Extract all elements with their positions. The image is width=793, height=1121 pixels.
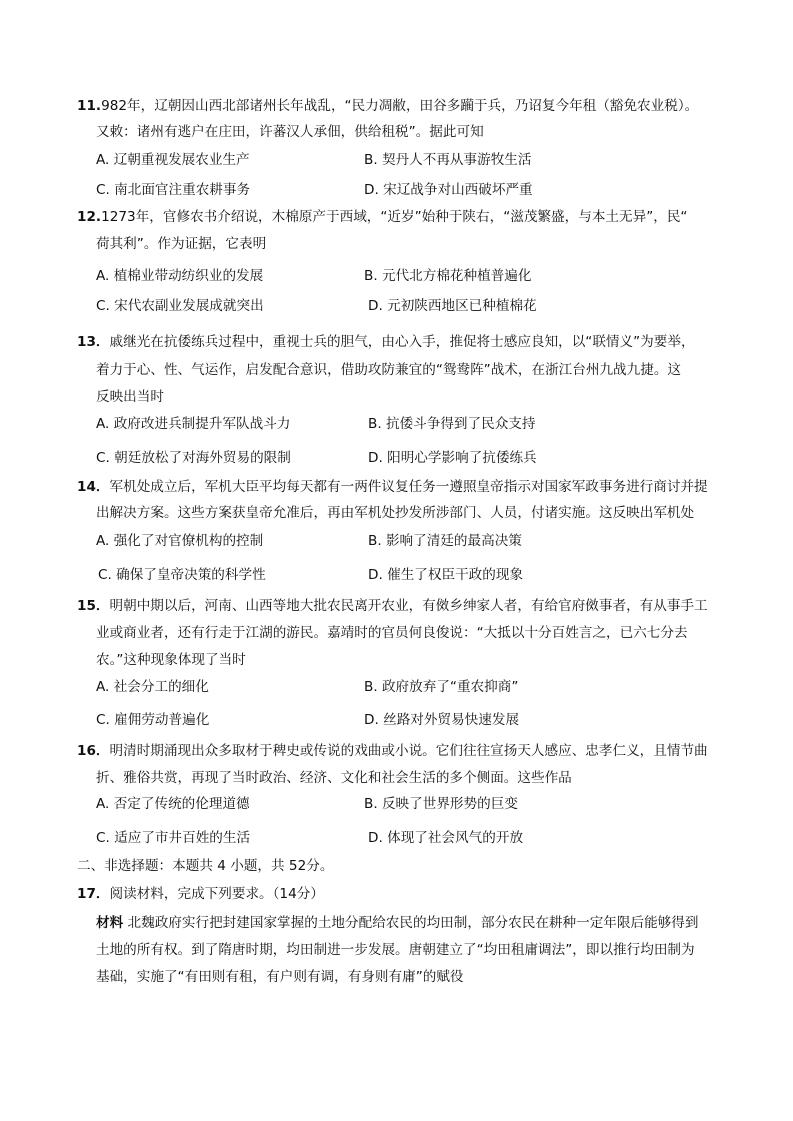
question-14 (77, 477, 708, 497)
question-text-line: 业或商业者，还有行走于江湖的游民。嘉靖时的官员何良俊说：“大抵以十分百姓言之，已六七分去 (96, 625, 688, 641)
option-c: C. 南北面官注重农耕事务 (96, 182, 251, 198)
question-prompt: 阅读材料，完成下列要求。（14分） (109, 886, 324, 902)
option-d: D. 宋辽战争对山西破坏严重 (364, 182, 533, 198)
option-b: B. 抗倭斗争得到了民众支持 (368, 416, 536, 432)
question-15 (77, 596, 708, 616)
section-heading: 二、非选择题：本题共 4 小题，共 52分。 (77, 858, 334, 874)
question-number: 17． (77, 886, 110, 902)
option-b: B. 政府放弃了“重农抑商” (364, 679, 519, 695)
question-number: 12. (77, 209, 102, 225)
question-text-line: 1273年，官修农书介绍说，木棉原产于西域，“近岁”始种于陕右，“滋茂繁盛，与本土无异”，民“ (101, 209, 688, 225)
question-text-line: 982年，辽朝因山西北部诸州长年战乱，“民力凋敝，田谷多躏于兵，乃诏复今年租（豁免农业税）。 (101, 98, 699, 114)
question-text-line: 又敕：诸州有逃户在庄田，许蕃汉人承佃，供给租税”。据此可知 (96, 124, 484, 140)
question-number: 14． (77, 479, 110, 495)
question-number: 16． (77, 743, 110, 759)
material-line: 土地的所有权。到了隋唐时期，均田制进一步发展。唐朝建立了“均田租庸调法”，即以推行均田制为 (96, 942, 695, 958)
material-label: 材料 (96, 915, 124, 931)
question-number: 13． (77, 334, 110, 350)
question-text-line: 着力于心、性、气运作，启发配合意识，借助攻防兼宜的“鸳鸯阵”战术，在浙江台州九战九捷。这 (96, 362, 682, 378)
option-d: D. 阳明心学影响了抗倭练兵 (368, 450, 537, 466)
material-line: 基础，实施了“有田则有租，有户则有调，有身则有庸”的赋役 (96, 969, 464, 985)
question-text-line: 军机处成立后，军机大臣平均每天都有一两件议复任务一遵照皇帝指示对国家军政事务进行商讨并提 (109, 479, 708, 495)
material-line (96, 913, 698, 933)
option-b: B. 反映了世界形势的巨变 (364, 796, 518, 812)
option-b: B. 元代北方棉花种植普遍化 (364, 268, 532, 284)
option-c: C. 确保了皇帝决策的科学性 (98, 567, 266, 583)
option-a: A. 强化了对官僚机构的控制 (96, 533, 264, 549)
option-a: A. 社会分工的细化 (96, 679, 209, 695)
question-text-line: 明清时期涌现出众多取材于稗史或传说的戏曲或小说。它们往往宣扬天人感应、忠孝仁义，且情节曲 (109, 743, 708, 759)
option-c: C. 适应了市井百姓的生活 (96, 830, 251, 846)
material-text: 北魏政府实行把封建国家掌握的土地分配给农民的均田制，部分农民在耕种一定年限后能够得到 (127, 915, 699, 931)
question-text-line: 反映出当时 (96, 389, 164, 405)
option-a: A. 辽朝重视发展农业生产 (96, 152, 250, 168)
option-b: B. 影响了清廷的最高决策 (368, 533, 522, 549)
question-text-line: 明朝中期以后，河南、山西等地大批农民离开农业，有傚乡绅家人者，有给官府傚事者，有从事手工 (109, 598, 708, 614)
option-a: A. 否定了传统的伦理道德 (96, 796, 250, 812)
question-12 (77, 207, 687, 227)
question-text-line: 折、雅俗共赏，再现了当时政治、经济、文化和社会生活的多个侧面。这些作品 (96, 770, 572, 786)
option-c: C. 宋代农副业发展成就突出 (96, 298, 264, 314)
question-text-line: 荷其利”。作为证据，它表明 (96, 236, 267, 252)
option-c: C. 雇佣劳动普遍化 (96, 712, 210, 728)
option-d: D. 丝路对外贸易快速发展 (364, 712, 520, 728)
option-b: B. 契丹人不再从事游牧生活 (364, 152, 532, 168)
question-11 (77, 96, 698, 116)
question-text-line: 农。”这种现象体现了当时 (96, 652, 246, 668)
question-13 (77, 332, 695, 352)
question-text-line: 出解决方案。这些方案获皇帝允准后，再由军机处抄发所涉部门、人员，付诸实施。这反映出军机处 (96, 505, 695, 521)
option-d: D. 元初陕西地区已种植棉花 (368, 298, 537, 314)
option-a: A. 政府改进兵制提升军队战斗力 (96, 416, 291, 432)
question-number: 11. (77, 98, 102, 114)
question-number: 15． (77, 598, 110, 614)
question-17 (77, 884, 324, 904)
question-text-line: 戚继光在抗倭练兵过程中，重视士兵的胆气，由心入手，推促将士感应良知，以“联情义”为要举， (109, 334, 695, 350)
option-a: A. 植棉业带动纺织业的发展 (96, 268, 264, 284)
option-d: D. 体现了社会风气的开放 (368, 830, 524, 846)
option-d: D. 催生了权臣干政的现象 (368, 567, 524, 583)
question-16 (77, 741, 708, 761)
option-c: C. 朝廷放松了对海外贸易的限制 (96, 450, 291, 466)
